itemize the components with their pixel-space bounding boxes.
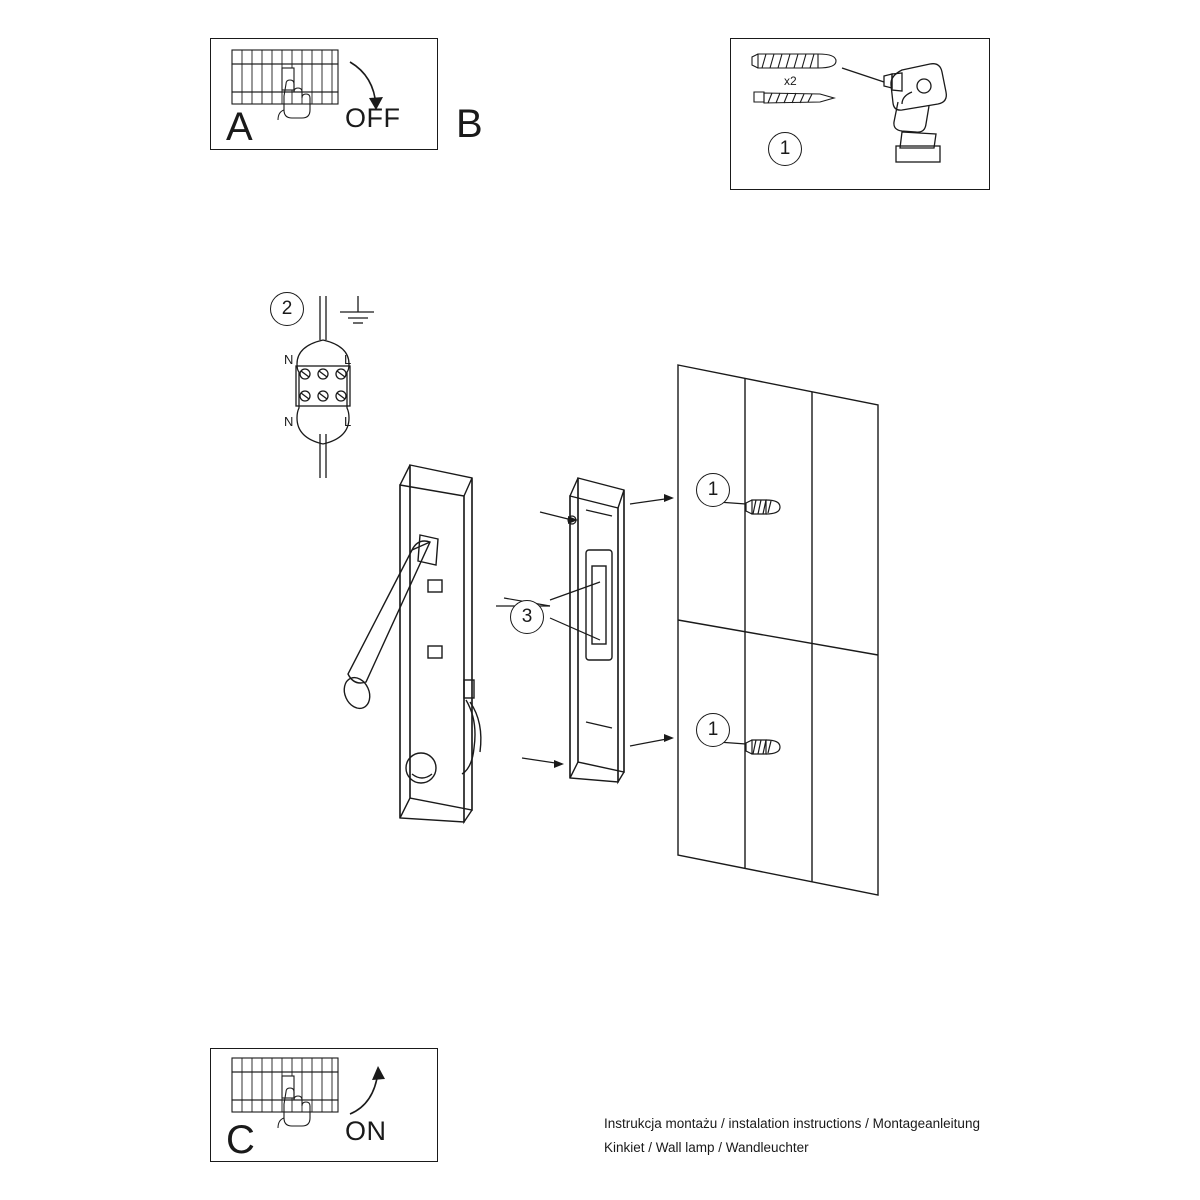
footer-line-1: Instrukcja montażu / instalation instructions / Montageanleitung (604, 1116, 980, 1131)
footer-text-block (604, 1112, 1004, 1159)
callout-1-wall-upper (696, 473, 730, 507)
callout-2-label: 2 (281, 298, 293, 319)
step-b-letter: B (456, 102, 483, 146)
footer-line-2: Kinkiet / Wall lamp / Wandleuchter (604, 1139, 809, 1155)
step-a-letter: A (226, 105, 253, 149)
step-c-letter: C (226, 1118, 255, 1162)
callout-3-label: 3 (521, 606, 533, 627)
exploded-assembly-diagram (300, 350, 900, 910)
callout-1-parts (768, 132, 802, 166)
callout-1-wall-lower-label: 1 (707, 719, 719, 740)
callout-1-wall-lower (696, 713, 730, 747)
terminal-label-n-top: N (284, 352, 294, 367)
terminal-label-n-bottom: N (284, 414, 294, 429)
terminal-label-l-bottom: L (344, 414, 352, 429)
step-a-action-label: OFF (345, 103, 401, 133)
step-c-action-label: ON (345, 1116, 387, 1146)
terminal-label-l-top: L (344, 352, 352, 367)
parts-quantity-label: x2 (784, 74, 797, 88)
callout-1-wall-upper-label: 1 (707, 479, 719, 500)
wall-surface (678, 365, 878, 895)
callout-1-parts-label: 1 (779, 138, 791, 159)
callout-3-bracket (510, 600, 544, 634)
lamp-body (340, 465, 481, 822)
cordless-drill-icon (840, 58, 970, 168)
